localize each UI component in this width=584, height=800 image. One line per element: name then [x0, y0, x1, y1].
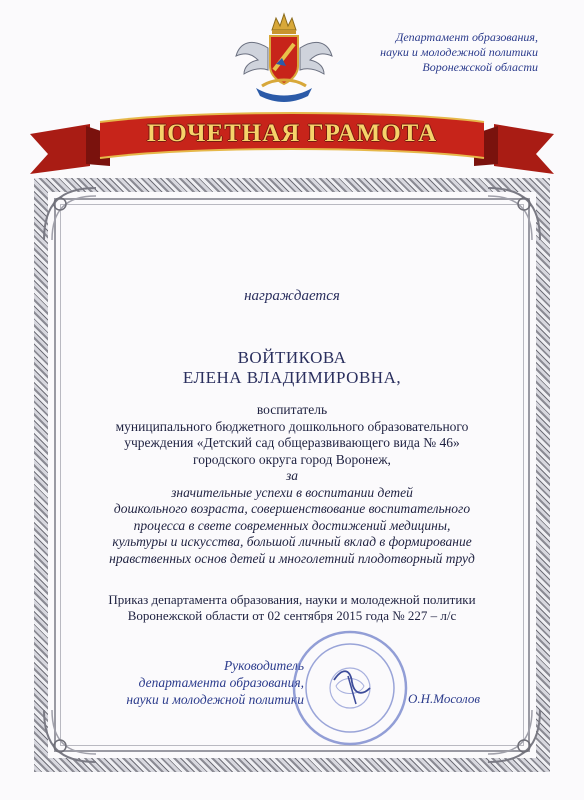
- awarded-label: награждается: [244, 288, 340, 304]
- signatory-line-3: науки и молодежной политики: [126, 692, 304, 707]
- position-line: воспитатель: [256, 402, 328, 417]
- position-line: городского округа город Воронеж,: [193, 451, 391, 467]
- recipient-name: ЕЛЕНА ВЛАДИМИРОВНА,: [182, 368, 402, 387]
- coat-of-arms-emblem: [232, 8, 336, 104]
- corner-ornament: [484, 706, 544, 766]
- reason-line: значительные успехи в воспитании детей: [171, 484, 413, 500]
- department-line-2: науки и молодежной политики: [380, 45, 538, 59]
- signatory-line-2: департамента образования,: [138, 675, 304, 690]
- position-line: муниципального бюджетного дошкольного образовательного: [115, 418, 469, 434]
- reason-line: нравственных основ детей и многолетний плодотворный труд: [109, 550, 475, 566]
- corner-ornament: [40, 706, 100, 766]
- order-line: Воронежской области от 02 сентября 2015 года № 227 – л/с: [127, 608, 457, 623]
- reason-line: процесса в свете современных достижений медицины,: [133, 517, 451, 533]
- recipient-surname: ВОЙТИКОВА: [237, 348, 347, 367]
- reason-line: культуры и искусства, большой личный вклад в формирование: [112, 534, 472, 549]
- department-line-3: Воронежской области: [422, 60, 538, 74]
- for-label: за: [285, 468, 299, 483]
- certificate-title: ПОЧЕТНАЯ ГРАМОТА: [146, 120, 438, 147]
- order-line: Приказ департамента образования, науки и молодежной политики: [108, 592, 476, 607]
- corner-ornament: [484, 184, 544, 244]
- department-line-1: Департамент образования,: [395, 30, 538, 44]
- official-stamp: [290, 628, 410, 748]
- reason-line: дошкольного возраста, совершенствование воспитательного: [113, 501, 471, 516]
- department-heading: [328, 30, 538, 75]
- order-reference: [0, 592, 584, 624]
- signatory-title: [84, 657, 304, 708]
- certificate-body: [0, 402, 584, 567]
- signatory-name: О.Н.Мосолов: [408, 691, 481, 706]
- signatory-line-1: Руководитель: [223, 658, 304, 673]
- corner-ornament: [40, 184, 100, 244]
- position-line: учреждения «Детский сад общеразвивающего вида № 46»: [124, 435, 460, 450]
